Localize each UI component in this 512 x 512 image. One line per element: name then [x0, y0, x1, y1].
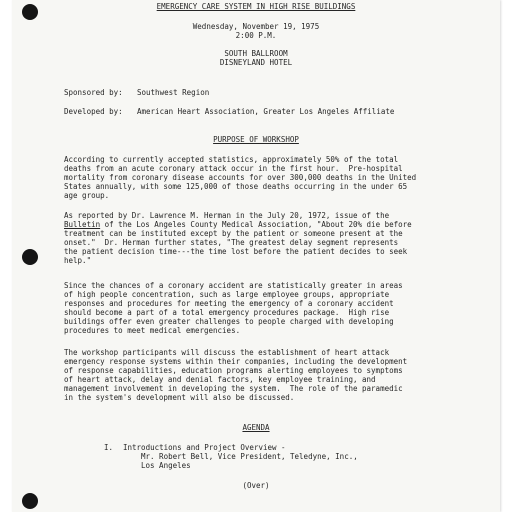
paragraph-line: the patient decision time---the time lost before the patient decides to seek [64, 247, 408, 256]
paragraph-line: help." [64, 256, 92, 265]
paragraph-line: The workshop participants will discuss the establishment of heart attack [64, 348, 390, 357]
paragraph-line: Since the chances of a coronary accident are statistically greater in areas [64, 281, 403, 290]
paragraph-line: procedures to meet medical emergencies. [64, 326, 241, 335]
agenda-item-number: I. [104, 443, 114, 452]
page-over-note: (Over) [242, 481, 270, 490]
event-time: 2:00 P.M. [235, 31, 277, 40]
paragraph-line: emergency response systems within their companies, including the development [64, 357, 408, 366]
event-hotel: DISNEYLAND HOTEL [219, 58, 293, 67]
developed-label: Developed by: [64, 107, 123, 116]
paragraph-line: in the system's development will also be discussed. [64, 393, 295, 402]
developed-value: American Heart Association, Greater Los Angeles Affiliate [137, 107, 395, 116]
binder-hole [22, 249, 38, 265]
purpose-heading: PURPOSE OF WORKSHOP [213, 135, 299, 144]
agenda-item-detail: Mr. Robert Bell, Vice President, Teledyne, Inc., [141, 452, 358, 461]
event-date: Wednesday, November 19, 1975 [192, 22, 320, 31]
paragraph-line: responses and procedures for meeting the emergency of a coronary accident [64, 299, 394, 308]
paragraph-line: should become a part of a total emergency procedures package. High rise [64, 308, 390, 317]
agenda-item-detail: Los Angeles [141, 461, 191, 470]
paragraph-line: treatment can be instituted except by the patient or someone present at the [64, 229, 403, 238]
agenda-item-title: Introductions and Project Overview - [123, 443, 286, 452]
paragraph-line: of heart attack, delay and denial factors, key employee training, and [64, 375, 376, 384]
paragraph-text: of the Los Angeles County Medical Association, "About 20% die before [100, 220, 412, 229]
binder-hole [22, 493, 38, 509]
paragraph-line: of high people concentration, such as large employee groups, appropriate [64, 290, 390, 299]
paragraph-line: management involvement in developing the system. The role of the paramedic [64, 384, 403, 393]
paragraph-line: States annually, with some 125,000 of those deaths occurring in the under 65 [64, 182, 408, 191]
paragraph-line: of response capabilities, education programs alerting employees to symptoms [64, 366, 403, 375]
paragraph-line: deaths from an acute coronary attack occur in the first hour. Pre-hospital [64, 164, 403, 173]
paragraph-line: mortality from coronary disease accounts for over 300,000 deaths in the United [64, 173, 417, 182]
paragraph-line: As reported by Dr. Lawrence M. Herman in the July 20, 1972, issue of the [64, 211, 390, 220]
agenda-heading: AGENDA [242, 423, 270, 432]
sponsored-label: Sponsored by: [64, 88, 123, 97]
sponsored-value: Southwest Region [137, 88, 210, 97]
paragraph-line: age group. [64, 191, 110, 200]
paragraph-line: onset." Dr. Herman further states, "The greatest delay segment represents [64, 238, 399, 247]
bulletin-title: Bulletin [64, 220, 101, 229]
paragraph-line: According to currently accepted statistics, approximately 50% of the total [64, 155, 399, 164]
paragraph-line [64, 220, 412, 229]
document-title: EMERGENCY CARE SYSTEM IN HIGH RISE BUILDINGS [156, 2, 356, 11]
paragraph-line: buildings offer even greater challenges to people charged with developing [64, 317, 394, 326]
event-room: SOUTH BALLROOM [224, 49, 288, 58]
